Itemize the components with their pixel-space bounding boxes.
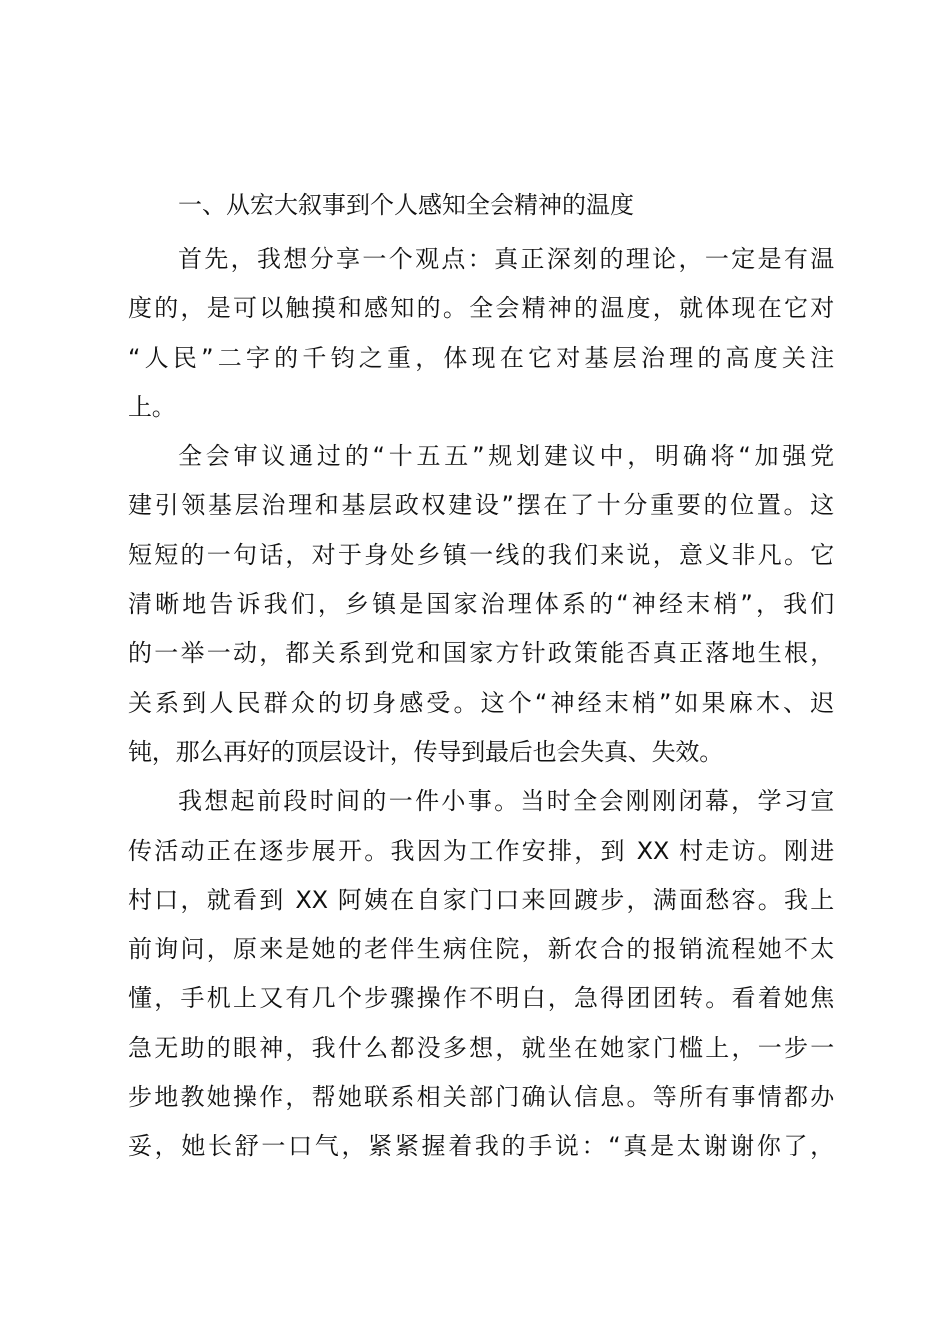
paragraph-3 (128, 777, 834, 1171)
paragraph-line: 妥，她长舒一口气，紧紧握着我的手说：“真是太谢谢你了， (128, 1132, 834, 1161)
paragraph-line: 建引领基层治理和基层政权建设”摆在了十分重要的位置。这 (128, 491, 834, 520)
paragraph-line: 我想起前段时间的一件小事。当时全会刚刚闭幕，学习宣 (178, 787, 834, 816)
paragraph-line: 度的，是可以触摸和感知的。全会精神的温度，就体现在它对 (128, 294, 834, 323)
paragraph-1 (128, 235, 834, 432)
paragraph-line: 传活动正在逐步展开。我因为工作安排，到 XX 村走访。刚进 (128, 836, 834, 865)
paragraph-2 (128, 432, 834, 777)
paragraph-line: 懂，手机上又有几个步骤操作不明白，急得团团转。看着她焦 (128, 984, 834, 1013)
paragraph-line: 急无助的眼神，我什么都没多想，就坐在她家门槛上，一步一 (128, 1033, 834, 1062)
paragraph-line: 短短的一句话，对于身处乡镇一线的我们来说，意义非凡。它 (128, 540, 834, 569)
paragraph-line: 全会审议通过的“十五五”规划建议中，明确将“加强党 (178, 442, 834, 471)
paragraph-line: 关系到人民群众的切身感受。这个“神经末梢”如果麻木、迟 (128, 688, 834, 717)
paragraph-line: 上。 (128, 392, 176, 421)
paragraph-line: 村口，就看到 XX 阿姨在自家门口来回踱步，满面愁容。我上 (128, 885, 834, 914)
paragraph-line: 步地教她操作，帮她联系相关部门确认信息。等所有事情都办 (128, 1083, 834, 1112)
paragraph-line: “人民”二字的千钧之重，体现在它对基层治理的高度关注 (128, 343, 834, 372)
paragraph-line: 的一举一动，都关系到党和国家方针政策能否真正落地生根， (128, 639, 834, 668)
paragraph-line: 钝，那么再好的顶层设计，传导到最后也会失真、失效。 (128, 737, 723, 766)
paragraph-line: 前询问，原来是她的老伴生病住院，新农合的报销流程她不太 (128, 935, 834, 964)
paragraph-line: 清晰地告诉我们，乡镇是国家治理体系的“神经末梢”，我们 (128, 590, 834, 619)
paragraph-line: 首先，我想分享一个观点：真正深刻的理论，一定是有温 (178, 245, 834, 273)
document-page (128, 186, 834, 1172)
section-heading: 一、从宏大叙事到个人感知全会精神的温度 (178, 191, 634, 219)
